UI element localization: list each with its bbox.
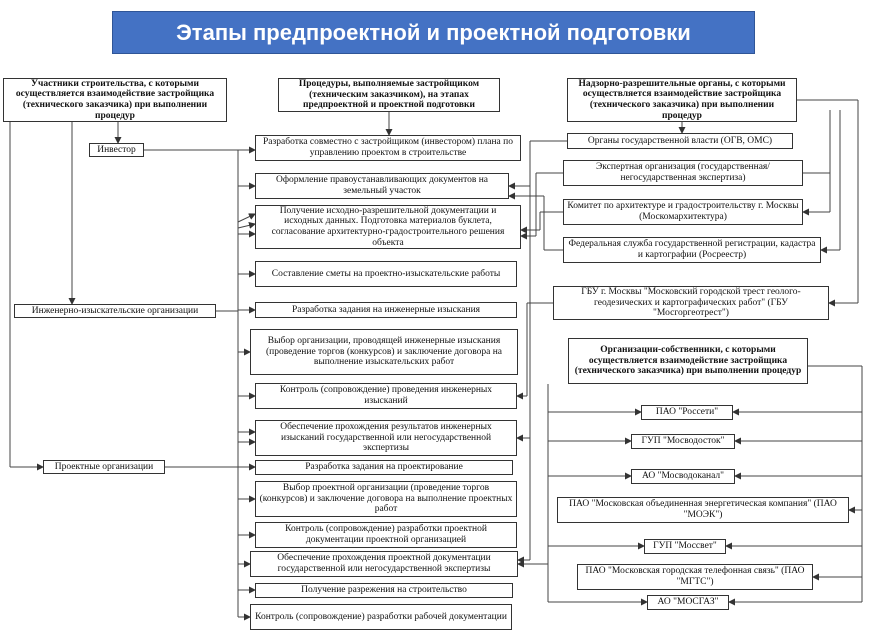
participant-investor: Инвестор: [89, 143, 144, 157]
procedure-12: Обеспечение прохождения проектной документации государственной или негосударственной экспертизы: [250, 551, 518, 577]
authority-expertise: Экспертная организация (государственная/негосударственная экспертиза): [563, 160, 803, 186]
procedure-14: Контроль (сопровождение) разработки рабочей документации: [250, 604, 512, 630]
procedure-2: Оформление правоустанавливающих документов на земельный участок: [255, 173, 509, 199]
owner-moek: ПАО "Московская объединенная энергетическая компания" (ПАО "МОЭК"): [557, 497, 849, 523]
participants-header: Участники строительства, с которыми осуществляется взаимодействие застройщика (технического заказчика) при выполнении процедур: [3, 78, 227, 122]
procedure-4: Составление сметы на проектно-изыскательские работы: [255, 261, 517, 287]
procedure-1: Разработка совместно с застройщиком (инвестором) плана по управлению проектом в строительстве: [255, 135, 521, 161]
authority-moskomarkhitektura: Комитет по архитектуре и градостроительству г. Москвы (Москомархитектура): [563, 199, 803, 225]
participant-design-organizations: Проектные организации: [43, 460, 165, 474]
authority-ogv: Органы государственной власти (ОГВ, ОМС): [567, 133, 793, 149]
diagram-title: Этапы предпроектной и проектной подготовки: [112, 11, 755, 54]
owner-mosvodokanal: АО "Мосводоканал": [631, 469, 735, 484]
participant-survey-organizations: Инженерно-изыскательские организации: [14, 304, 216, 318]
owner-mosvodostok: ГУП "Мосводосток": [631, 434, 735, 449]
authority-rosreestr: Федеральная служба государственной регистрации, кадастра и картографии (Росреестр): [563, 237, 821, 263]
procedure-7: Контроль (сопровождение) проведения инженерных изысканий: [255, 383, 517, 409]
owner-mgts: ПАО "Московская городская телефонная связь" (ПАО "МГТС"): [577, 564, 813, 590]
procedure-6: Выбор организации, проводящей инженерные изыскания (проведение торгов (конкурсов) и заключение договора на выполнение изыскательских работ: [250, 329, 518, 375]
owner-mossvet: ГУП "Моссвет": [644, 539, 726, 554]
owners-header: Организации-собственники, с которыми осуществляется взаимодействие застройщика (технического заказчика) при выполнении процедур: [568, 338, 808, 384]
procedure-11: Контроль (сопровождение) разработки проектной документации проектной организацией: [255, 522, 517, 548]
authorities-header: Надзорно-разрешительные органы, с которыми осуществляется взаимодействие застройщика (технического заказчика) при выполнении процедур: [567, 78, 797, 122]
authority-mosgorgeotrest: ГБУ г. Москвы "Московский городской трест геолого-геодезических и картографических работ" (ГБУ "Мосгоргеотрест"): [553, 286, 829, 320]
procedure-5: Разработка задания на инженерные изыскания: [255, 302, 517, 318]
procedure-9: Разработка задания на проектирование: [255, 460, 513, 475]
procedure-13: Получение разрежения на строительство: [255, 583, 513, 598]
owner-rosseti: ПАО "Россети": [641, 405, 733, 420]
procedures-header: Процедуры, выполняемые застройщиком (техническим заказчиком), на этапах предпроектной и проектной подготовки: [278, 78, 500, 112]
procedure-8: Обеспечение прохождения результатов инженерных изысканий государственной или негосударственной экспертизы: [255, 420, 517, 456]
procedure-3: Получение исходно-разрешительной документации и исходных данных. Подготовка материалов буклета, согласование архитектурно-градостроительного решения объекта: [255, 205, 521, 249]
procedure-10: Выбор проектной организации (проведение торгов (конкурсов) и заключение договора на выполнение проектных работ: [255, 481, 517, 517]
owner-mosgaz: АО "МОСГАЗ": [647, 595, 729, 610]
